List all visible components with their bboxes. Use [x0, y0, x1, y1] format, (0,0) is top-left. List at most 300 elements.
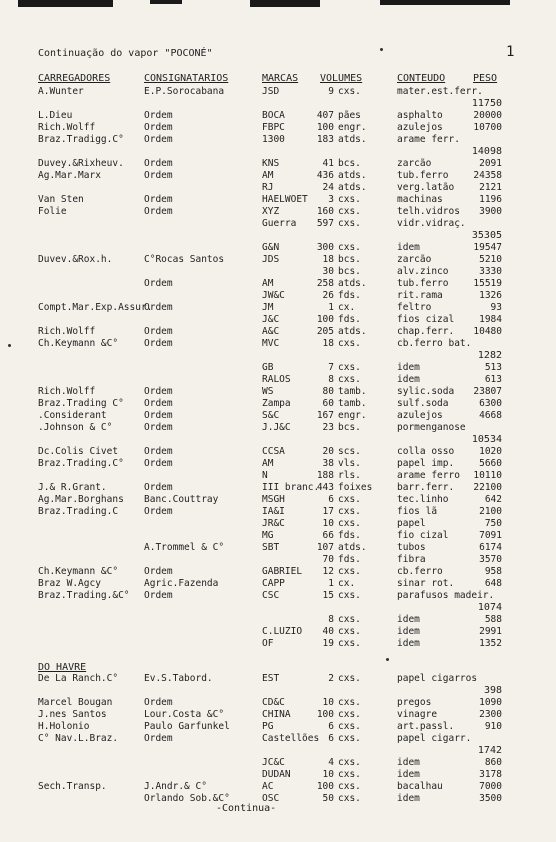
- consignor-cell: Braz W.Agcy: [38, 578, 101, 589]
- consignee-cell: Ordem: [144, 458, 173, 469]
- volume-count-cell: 20: [322, 446, 334, 457]
- manifest-row: [0, 374, 556, 386]
- volume-unit-cell: fds.: [338, 314, 361, 325]
- marks-cell: EST: [262, 673, 280, 684]
- contents-cell: idem: [397, 769, 420, 780]
- contents-cell: zarcão: [397, 158, 432, 169]
- marks-cell: GABRIEL: [262, 566, 303, 577]
- page-number: 1: [506, 44, 515, 60]
- consignee-cell: J.Andr.& C°: [144, 781, 207, 792]
- contents-cell: art.passl.: [397, 721, 455, 732]
- contents-cell: fios cizal: [397, 314, 455, 325]
- volume-count-cell: 300: [316, 242, 334, 253]
- consignee-cell: Ordem: [144, 110, 173, 121]
- consignee-cell: Ordem: [144, 170, 173, 181]
- header-volumes: VOLUMES: [320, 73, 363, 84]
- consignee-cell: Ordem: [144, 482, 173, 493]
- contents-cell: arame ferr.: [397, 134, 460, 145]
- consignor-cell: Ch.Keymann &C°: [38, 566, 119, 577]
- manifest-row: [0, 721, 556, 733]
- volume-unit-cell: cxs.: [338, 757, 361, 768]
- marks-cell: AC: [262, 781, 274, 792]
- weight-cell: 7091: [479, 530, 502, 541]
- volume-unit-cell: foixes: [338, 482, 373, 493]
- manifest-row: [0, 242, 556, 254]
- volume-count-cell: 15: [322, 590, 334, 601]
- volume-unit-cell: cxs.: [338, 218, 361, 229]
- volume-unit-cell: cxs.: [338, 566, 361, 577]
- consignee-cell: Lour.Costa &C°: [144, 709, 225, 720]
- consignee-cell: Ordem: [144, 590, 173, 601]
- manifest-row: [0, 614, 556, 626]
- weight-cell: 10110: [473, 470, 502, 481]
- manifest-row: [0, 254, 556, 266]
- weight-cell: 93: [490, 302, 502, 313]
- header-consignees: CONSIGNATARIOS: [144, 73, 229, 84]
- consignor-cell: Folie: [38, 206, 67, 217]
- manifest-row: [0, 182, 556, 194]
- volume-count-cell: 18: [322, 254, 334, 265]
- weight-cell: 3570: [479, 554, 502, 565]
- consignee-cell: Ordem: [144, 697, 173, 708]
- contents-cell: alv.zinco: [397, 266, 449, 277]
- manifest-row: [0, 218, 556, 230]
- volume-count-cell: 50: [322, 793, 334, 804]
- consignor-cell: H.Holonio: [38, 721, 90, 732]
- volume-unit-cell: cxs.: [338, 793, 361, 804]
- weight-cell: 2100: [479, 506, 502, 517]
- subtotal-weight: 35305: [471, 230, 502, 241]
- consignor-cell: Dc.Colis Civet: [38, 446, 119, 457]
- weight-cell: 24358: [473, 170, 502, 181]
- marks-cell: MVC: [262, 338, 280, 349]
- marks-cell: GB: [262, 362, 274, 373]
- weight-cell: 910: [484, 721, 502, 732]
- marks-cell: Castellões: [262, 733, 320, 744]
- volume-count-cell: 6: [328, 733, 334, 744]
- consignee-cell: Agric.Fazenda: [144, 578, 219, 589]
- volume-unit-cell: atds.: [338, 170, 367, 181]
- contents-cell: vidr.vidraç.: [397, 218, 466, 229]
- weight-cell: 1020: [479, 446, 502, 457]
- manifest-row: [0, 626, 556, 638]
- consignee-cell: A.Trommel & C°: [144, 542, 225, 553]
- consignor-cell: De La Ranch.C°: [38, 673, 119, 684]
- marks-cell: HAELWOET: [262, 194, 308, 205]
- marks-cell: G&N: [262, 242, 280, 253]
- subtotal-weight: 1282: [477, 350, 502, 361]
- weight-cell: 10700: [473, 122, 502, 133]
- manifest-row: [0, 446, 556, 458]
- marks-cell: PG: [262, 721, 274, 732]
- contents-cell: sinar rot.: [397, 578, 455, 589]
- marks-cell: CHINA: [262, 709, 291, 720]
- volume-count-cell: 10: [322, 518, 334, 529]
- manifest-row: [0, 110, 556, 122]
- subtotal-weight: 11750: [471, 98, 502, 109]
- marks-cell: MSGH: [262, 494, 285, 505]
- weight-cell: 513: [484, 362, 502, 373]
- volume-unit-cell: cxs.: [338, 733, 361, 744]
- weight-cell: 5210: [479, 254, 502, 265]
- weight-cell: 1196: [479, 194, 502, 205]
- contents-cell: barr.ferr.: [397, 482, 455, 493]
- header-consignors: CARREGADORES: [38, 73, 111, 84]
- volume-count-cell: 436: [316, 170, 334, 181]
- contents-cell: cb.ferro: [397, 566, 443, 577]
- weight-cell: 1326: [479, 290, 502, 301]
- volume-unit-cell: cxs.: [338, 626, 361, 637]
- volume-unit-cell: fds.: [338, 290, 361, 301]
- volume-unit-cell: cxs.: [338, 781, 361, 792]
- volume-unit-cell: cxs.: [338, 86, 361, 97]
- continues-label: -Continua-: [216, 803, 277, 814]
- marks-cell: RJ: [262, 182, 274, 193]
- contents-cell: colla osso: [397, 446, 455, 457]
- contents-cell: vinagre: [397, 709, 438, 720]
- volume-count-cell: 107: [316, 542, 334, 553]
- contents-cell: bacalhau: [397, 781, 443, 792]
- consignee-cell: Ordem: [144, 386, 173, 397]
- volume-unit-cell: rls.: [338, 470, 361, 481]
- weight-cell: 2091: [479, 158, 502, 169]
- marks-cell: JC&C: [262, 757, 285, 768]
- marks-cell: KNS: [262, 158, 280, 169]
- marks-cell: N: [262, 470, 268, 481]
- volume-unit-cell: cxs.: [338, 374, 361, 385]
- contents-cell: sulf.soda: [397, 398, 449, 409]
- volume-unit-cell: cxs.: [338, 673, 361, 684]
- consignor-cell: Sech.Transp.: [38, 781, 107, 792]
- volume-count-cell: 60: [322, 398, 334, 409]
- volume-count-cell: 1: [328, 578, 334, 589]
- contents-cell: pormenganose: [397, 422, 466, 433]
- weight-cell: 3900: [479, 206, 502, 217]
- manifest-row: [0, 554, 556, 566]
- weight-cell: 613: [484, 374, 502, 385]
- weight-cell: 860: [484, 757, 502, 768]
- marks-cell: MG: [262, 530, 274, 541]
- volume-count-cell: 10: [322, 769, 334, 780]
- volume-unit-cell: fds.: [338, 554, 361, 565]
- volume-count-cell: 38: [322, 458, 334, 469]
- volume-unit-cell: scs.: [338, 446, 361, 457]
- consignor-cell: Braz.Trading C°: [38, 398, 124, 409]
- contents-cell: arame ferro: [397, 470, 460, 481]
- volume-unit-cell: atds.: [338, 182, 367, 193]
- manifest-row: [0, 793, 556, 805]
- consignor-cell: Marcel Bougan: [38, 697, 113, 708]
- marks-cell: XYZ: [262, 206, 280, 217]
- weight-cell: 19547: [473, 242, 502, 253]
- contents-cell: papel cigarros: [397, 673, 478, 684]
- consignee-cell: Orlando Sob.&C°: [144, 793, 230, 804]
- header-marks: MARCAS: [262, 73, 299, 84]
- volume-count-cell: 183: [316, 134, 334, 145]
- ink-dot: [386, 658, 389, 661]
- volume-count-cell: 167: [316, 410, 334, 421]
- volume-unit-cell: atds.: [338, 278, 367, 289]
- manifest-row: [0, 338, 556, 350]
- marks-cell: FBPC: [262, 122, 285, 133]
- consignor-cell: J.& R.Grant.: [38, 482, 107, 493]
- consignee-cell: Paulo Garfunkel: [144, 721, 230, 732]
- contents-cell: idem: [397, 757, 420, 768]
- contents-cell: tub.ferro: [397, 170, 449, 181]
- weight-cell: 588: [484, 614, 502, 625]
- weight-cell: 2121: [479, 182, 502, 193]
- marks-cell: DUDAN: [262, 769, 291, 780]
- manifest-row: [0, 566, 556, 578]
- manifest-row: [0, 290, 556, 302]
- manifest-row: [0, 206, 556, 218]
- volume-count-cell: 41: [322, 158, 334, 169]
- marks-cell: CD&C: [262, 697, 285, 708]
- manifest-row: [0, 709, 556, 721]
- volume-unit-cell: atds.: [338, 134, 367, 145]
- consignee-cell: Ordem: [144, 506, 173, 517]
- weight-cell: 1352: [479, 638, 502, 649]
- subtotal-weight: 398: [483, 685, 502, 696]
- contents-cell: rit.rama: [397, 290, 443, 301]
- marks-cell: J.J&C: [262, 422, 291, 433]
- volume-count-cell: 23: [322, 422, 334, 433]
- consignee-cell: Ordem: [144, 206, 173, 217]
- manifest-row: [0, 170, 556, 182]
- volume-count-cell: 12: [322, 566, 334, 577]
- volume-count-cell: 6: [328, 721, 334, 732]
- marks-cell: WS: [262, 386, 274, 397]
- subtotal-weight: 14098: [471, 146, 502, 157]
- contents-cell: parafusos madeir.: [397, 590, 495, 601]
- consignor-cell: Compt.Mar.Exp.Assur.: [38, 302, 153, 313]
- marks-cell: Guerra: [262, 218, 297, 229]
- volume-count-cell: 205: [316, 326, 334, 337]
- volume-unit-cell: tamb.: [338, 386, 367, 397]
- marks-cell: AM: [262, 458, 274, 469]
- contents-cell: idem: [397, 638, 420, 649]
- manifest-row: [0, 458, 556, 470]
- subtotal-weight: 1074: [477, 602, 502, 613]
- subtotal-weight: 10534: [471, 434, 502, 445]
- contents-cell: fio cizal: [397, 530, 449, 541]
- volume-count-cell: 6: [328, 494, 334, 505]
- volume-count-cell: 10: [322, 697, 334, 708]
- ink-dot: [380, 48, 383, 51]
- manifest-row: [0, 542, 556, 554]
- weight-cell: 22100: [473, 482, 502, 493]
- weight-cell: 1090: [479, 697, 502, 708]
- consignee-cell: Ordem: [144, 446, 173, 457]
- volume-unit-cell: atds.: [338, 542, 367, 553]
- manifest-row: [0, 733, 556, 745]
- contents-cell: tub.ferro: [397, 278, 449, 289]
- marks-cell: JR&C: [262, 518, 285, 529]
- volume-count-cell: 19: [322, 638, 334, 649]
- volume-unit-cell: cxs.: [338, 362, 361, 373]
- manifest-row: [0, 578, 556, 590]
- consignor-cell: .Considerant: [38, 410, 107, 421]
- manifest-row: [0, 410, 556, 422]
- consignee-cell: Ordem: [144, 566, 173, 577]
- weight-cell: 3500: [479, 793, 502, 804]
- consignee-cell: Ordem: [144, 422, 173, 433]
- volume-unit-cell: cx.: [338, 302, 356, 313]
- volume-count-cell: 4: [328, 757, 334, 768]
- consignee-cell: E.P.Sorocabana: [144, 86, 225, 97]
- consignor-cell: J.nes Santos: [38, 709, 107, 720]
- manifest-row: [0, 769, 556, 781]
- manifest-row: [0, 266, 556, 278]
- volume-unit-cell: cxs.: [338, 769, 361, 780]
- volume-unit-cell: fds.: [338, 530, 361, 541]
- manifest-row: [0, 386, 556, 398]
- consignor-cell: Braz.Trading.C°: [38, 458, 124, 469]
- manifest-row: [0, 470, 556, 482]
- marks-cell: S&C: [262, 410, 280, 421]
- weight-cell: 5660: [479, 458, 502, 469]
- weight-cell: 6300: [479, 398, 502, 409]
- contents-cell: papel imp.: [397, 458, 455, 469]
- contents-cell: idem: [397, 374, 420, 385]
- contents-cell: fibra: [397, 554, 426, 565]
- weight-cell: 648: [484, 578, 502, 589]
- contents-cell: pregos: [397, 697, 432, 708]
- volume-unit-cell: cxs.: [338, 721, 361, 732]
- weight-cell: 2300: [479, 709, 502, 720]
- manifest-row: [0, 673, 556, 685]
- volume-count-cell: 70: [322, 554, 334, 565]
- consignor-cell: Rich.Wolff: [38, 386, 96, 397]
- manifest-row: [0, 781, 556, 793]
- weight-cell: 2991: [479, 626, 502, 637]
- contents-cell: fios lã: [397, 506, 438, 517]
- contents-cell: tubos: [397, 542, 426, 553]
- marks-cell: OSC: [262, 793, 280, 804]
- consignor-cell: Rich.Wolff: [38, 122, 96, 133]
- volume-unit-cell: pães: [338, 110, 361, 121]
- header-contents: CONTEUDO: [397, 73, 446, 84]
- contents-cell: feltro: [397, 302, 432, 313]
- volume-count-cell: 1: [328, 302, 334, 313]
- weight-cell: 10480: [473, 326, 502, 337]
- weight-cell: 4668: [479, 410, 502, 421]
- subtotal-weight: 1742: [477, 745, 502, 756]
- marks-cell: AM: [262, 278, 274, 289]
- marks-cell: CAPP: [262, 578, 285, 589]
- volume-count-cell: 100: [316, 314, 334, 325]
- consignor-cell: Duvev.&Rox.h.: [38, 254, 113, 265]
- manifest-row: [0, 134, 556, 146]
- contents-cell: cb.ferro bat.: [397, 338, 472, 349]
- contents-cell: idem: [397, 362, 420, 373]
- volume-count-cell: 597: [316, 218, 334, 229]
- consignee-cell: Ordem: [144, 122, 173, 133]
- volume-unit-cell: bcs.: [338, 422, 361, 433]
- contents-cell: telh.vidros: [397, 206, 460, 217]
- weight-cell: 20000: [473, 110, 502, 121]
- volume-unit-cell: cxs.: [338, 242, 361, 253]
- volume-unit-cell: cxs.: [338, 494, 361, 505]
- volume-count-cell: 40: [322, 626, 334, 637]
- contents-cell: papel cigarr.: [397, 733, 472, 744]
- marks-cell: OF: [262, 638, 274, 649]
- marks-cell: CSC: [262, 590, 280, 601]
- manifest-row: [0, 638, 556, 650]
- consignor-cell: Braz.Tradigg.C°: [38, 134, 124, 145]
- volume-unit-cell: cxs.: [338, 590, 361, 601]
- volume-unit-cell: cxs.: [338, 194, 361, 205]
- contents-cell: zarcão: [397, 254, 432, 265]
- consignor-cell: C° Nav.L.Braz.: [38, 733, 119, 744]
- manifest-row: [0, 530, 556, 542]
- marks-cell: BOCA: [262, 110, 285, 121]
- contents-cell: chap.ferr.: [397, 326, 455, 337]
- marks-cell: C.LUZIO: [262, 626, 303, 637]
- manifest-row: [0, 697, 556, 709]
- marks-cell: JW&C: [262, 290, 285, 301]
- manifest-row: [0, 326, 556, 338]
- volume-count-cell: 24: [322, 182, 334, 193]
- contents-cell: azulejos: [397, 122, 443, 133]
- marks-cell: Zampa: [262, 398, 291, 409]
- consignee-cell: Ordem: [144, 278, 173, 289]
- consignor-cell: Ag.Mar.Marx: [38, 170, 101, 181]
- marks-cell: A&C: [262, 326, 280, 337]
- contents-cell: idem: [397, 242, 420, 253]
- volume-count-cell: 8: [328, 614, 334, 625]
- volume-unit-cell: cxs.: [338, 697, 361, 708]
- volume-count-cell: 100: [316, 709, 334, 720]
- marks-cell: JM: [262, 302, 274, 313]
- volume-count-cell: 7: [328, 362, 334, 373]
- manifest-row: [0, 757, 556, 769]
- contents-cell: idem: [397, 626, 420, 637]
- manifest-row: [0, 398, 556, 410]
- section-2-title: DO HAVRE: [38, 662, 87, 673]
- volume-unit-cell: atds.: [338, 326, 367, 337]
- contents-cell: verg.latão: [397, 182, 455, 193]
- volume-unit-cell: bcs.: [338, 254, 361, 265]
- contents-cell: papel: [397, 518, 426, 529]
- marks-cell: J&C: [262, 314, 280, 325]
- volume-unit-cell: cxs.: [338, 338, 361, 349]
- manifest-row: [0, 194, 556, 206]
- weight-cell: 750: [484, 518, 502, 529]
- consignee-cell: Ordem: [144, 410, 173, 421]
- volume-unit-cell: cx.: [338, 578, 356, 589]
- volume-unit-cell: engr.: [338, 410, 367, 421]
- volume-count-cell: 160: [316, 206, 334, 217]
- manifest-row: [0, 518, 556, 530]
- volume-unit-cell: cxs.: [338, 638, 361, 649]
- consignee-cell: Ordem: [144, 134, 173, 145]
- consignee-cell: C°Rocas Santos: [144, 254, 225, 265]
- consignor-cell: .Johnson & C°: [38, 422, 113, 433]
- marks-cell: RALOS: [262, 374, 291, 385]
- consignee-cell: Ev.S.Tabord.: [144, 673, 213, 684]
- volume-unit-cell: cxs.: [338, 518, 361, 529]
- consignee-cell: Ordem: [144, 733, 173, 744]
- manifest-row: [0, 278, 556, 290]
- volume-count-cell: 3: [328, 194, 334, 205]
- contents-cell: idem: [397, 793, 420, 804]
- weight-cell: 3178: [479, 769, 502, 780]
- manifest-row: [0, 86, 556, 98]
- volume-unit-cell: cxs.: [338, 506, 361, 517]
- volume-count-cell: 443: [316, 482, 334, 493]
- marks-cell: SBT: [262, 542, 280, 553]
